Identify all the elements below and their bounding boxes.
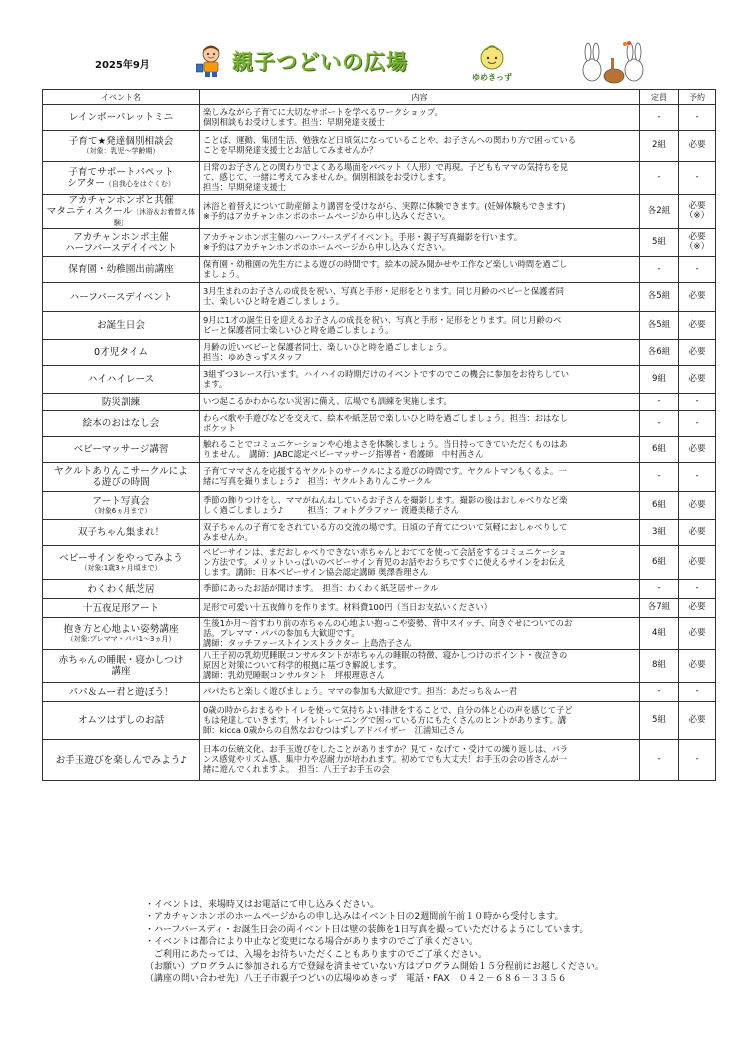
event-content-line: 双子ちゃんの子育てをされている方の交流の場です。日頃の子育てについて気軽におしゃべりして: [203, 521, 568, 532]
event-content-line: りません。 講師：JABC認定ベビーマッサージ指導者・看護師 中村茜さん: [203, 448, 484, 459]
event-name: シアター: [67, 178, 105, 189]
table-row: [43, 546, 716, 580]
table-row: [43, 394, 716, 411]
reservation-value: -: [695, 396, 699, 407]
event-content-line: ましょう。: [203, 268, 245, 279]
note-line: ・イベントは都合により中止など変更になる場合がありますのでご了承ください。: [145, 937, 479, 948]
event-content-cell: [200, 312, 640, 340]
event-content-line: 楽しみながら子育てに大切なサポートを学べるワークショップ。: [203, 106, 443, 117]
table-row: [43, 340, 716, 366]
reservation-value: 必要: [688, 526, 706, 537]
table-row: [43, 650, 716, 683]
event-name-cell: [43, 131, 200, 162]
notes-section: [145, 899, 725, 986]
event-name: 子育てサポートパペット: [68, 166, 174, 178]
reservation-value: 必要: [688, 319, 706, 330]
note-line: ご利用にあたっては、入場をお待ちいただくこともありますのでご了承ください。: [145, 949, 488, 960]
event-content-cell: [200, 702, 640, 740]
reservation-cell: [679, 580, 716, 599]
event-content-cell: [200, 283, 640, 312]
reservation-value: 必要: [688, 499, 706, 510]
event-content-line: ポケット: [203, 422, 236, 433]
event-name: ハーフバースデイベント: [69, 291, 173, 303]
reservation-cell: [679, 366, 716, 394]
reservation-cell: [679, 702, 716, 740]
event-content-line: アカチャンホンポ主催のハーフバースデイイベント。手形・親子写真撮影を行います。: [203, 231, 523, 242]
event-content-line: 0歳の時からおまるやトイレを使って気持ちよい排泄をすることで、自分の体と心の声を感じて子ど: [203, 704, 573, 715]
event-name-cell: [43, 599, 200, 618]
event-name-cell: [43, 411, 200, 437]
event-content-cell: [200, 618, 640, 650]
note-line: （講座の問い合わせ先）八王子市親子つどいの広場ゆめきっず 電話・FAX ０４２－６８６－３３５６: [145, 974, 567, 985]
reservation-value: 必要: [688, 627, 706, 638]
reservation-value: 必要: [688, 231, 706, 242]
event-name: 絵本のおはなし会: [82, 418, 160, 430]
event-content-line: わらべ歌や手遊びなどを交えて、絵本や紙芝居で楽しいひと時を過ごしましょう。担当：おはなし: [203, 412, 568, 423]
event-name-cell: [43, 394, 200, 411]
capacity-cell: -: [640, 463, 679, 492]
reservation-value: 必要: [688, 373, 706, 384]
event-name: ヤクルトありんこサークルによ: [54, 466, 188, 478]
event-name: 〔沐浴＆お着替え体験〕: [114, 208, 196, 228]
event-name: アカチャンホンポと共催: [68, 195, 174, 206]
event-name-cell: [43, 340, 200, 366]
event-name: 双子ちゃん集まれ！: [77, 527, 165, 539]
capacity-cell: 5組: [640, 702, 679, 740]
event-content-line: 足形で可愛い十五夜飾りを作ります。材料費100円（当日お支払いください）: [203, 602, 492, 613]
event-name-cell: [43, 229, 200, 257]
event-content-line: ンス感覚やリズム感、集中力や忍耐力が培われます。初めてでも大丈夫！お手玉の会の皆さんが一: [203, 754, 567, 765]
event-content-line: 講師：タッチファーストインストラクター 上島浩子さん: [203, 637, 412, 648]
reservation-value: 必要: [688, 346, 706, 357]
event-name-cell: [43, 492, 200, 520]
reservation-cell: [679, 618, 716, 650]
event-name: （自我心をはぐくむ）: [104, 180, 175, 188]
event-content-line: ことを早期発達支援士とお話してみませんか？: [203, 145, 378, 155]
capacity-cell: -: [640, 740, 679, 781]
table-row: [43, 411, 716, 437]
reservation-cell: [679, 683, 716, 702]
capacity-cell: 各5組: [640, 283, 679, 312]
event-name: マタニティスクール: [46, 206, 133, 218]
reservation-value: -: [695, 172, 699, 183]
event-content-cell: [200, 195, 640, 229]
event-content-line: 3組ずつ3レース行います。ハイハイの時期だけのイベントですのでこの機会に参加をお待ちしてい: [203, 368, 570, 379]
reservation-value: -: [695, 417, 699, 428]
reservation-cell: [679, 520, 716, 546]
table-row: [43, 366, 716, 394]
event-content-line: 沐浴と着替えについて助産師より講習を受けながら、実際に体験できます。(妊婦体験もできます): [203, 200, 566, 211]
event-content-cell: [200, 131, 640, 162]
reservation-value: -: [695, 686, 699, 697]
event-name: ベビーサインをやってみよう: [59, 553, 183, 565]
event-name: 防災訓練: [101, 396, 141, 408]
reservation-value: 必要: [688, 602, 706, 613]
event-content-line: 八王子初の乳幼児睡眠コンサルタントが赤ちゃんの睡眠の特徴、寝かしつけのポイント・夜泣きの: [203, 650, 568, 661]
reservation-cell: [679, 162, 716, 195]
capacity-cell: 各5組: [640, 312, 679, 340]
event-content-cell: [200, 580, 640, 599]
table-row: [43, 463, 716, 492]
event-content-line: 個別相談もお受けします。担当：早期発達支援士: [203, 116, 385, 127]
reservation-value: -: [695, 471, 699, 482]
event-content-line: 子育てママさんを応援するヤクルトのサークルによる遊びの時間です。ヤクルトマンもくるよ。一: [203, 466, 567, 477]
capacity-cell: -: [640, 257, 679, 283]
event-content-line: ン方法です。メリットいっぱいのベビーサイン育児のお話やおうちですぐに使えるサインをお伝え: [203, 556, 566, 567]
event-name-cell: [43, 463, 200, 492]
capacity-cell: -: [640, 411, 679, 437]
event-name-cell: [43, 437, 200, 463]
event-name-subtext: （対象6ヵ月まで）: [90, 507, 152, 516]
event-content-cell: [200, 411, 640, 437]
event-name: 赤ちゃんの睡眠・寝かしつけ: [58, 655, 184, 667]
event-content-cell: [200, 105, 640, 131]
reservation-value: 必要: [688, 140, 706, 151]
event-name: 講座: [111, 666, 131, 678]
table-row: [43, 520, 716, 546]
event-content-line: しく過ごしましょう♪ 担当：フォトグラファー 渡邉美穂子さん: [203, 504, 460, 515]
capacity-cell: -: [640, 105, 679, 131]
reservation-cell: [679, 105, 716, 131]
table-row: [43, 599, 716, 618]
page-header: [0, 0, 744, 88]
event-content-line: 担当：ゆめきっずスタッフ: [203, 351, 303, 362]
capacity-cell: 各2組: [640, 195, 679, 229]
event-content-line: 講師：乳幼児睡眠コンサルタント 坪根理恵さん: [203, 670, 385, 681]
column-header-content: 内容: [200, 90, 640, 105]
capacity-cell: 5組: [640, 229, 679, 257]
event-content-cell: [200, 162, 640, 195]
reservation-value: -: [695, 263, 699, 274]
event-name: わくわく紙芝居: [87, 583, 155, 595]
reservation-value: 必要: [688, 556, 706, 567]
capacity-cell: 8組: [640, 650, 679, 683]
capacity-cell: 3組: [640, 520, 679, 546]
event-content-cell: [200, 340, 640, 366]
event-content-line: もは発達していきます。トイレトレーニングで困っている方にもたくさんのヒントがあります。講: [203, 714, 567, 725]
event-name: ハーフバースデイイベント: [64, 242, 178, 254]
event-name: アート写真会: [92, 496, 150, 508]
reservation-cell: [679, 257, 716, 283]
event-content-cell: [200, 546, 640, 580]
event-name: 十五夜足形アート: [82, 602, 160, 614]
event-name: レインボーパレットミニ: [68, 111, 174, 123]
capacity-cell: 6組: [640, 437, 679, 463]
capacity-cell: 9組: [640, 366, 679, 394]
event-name-cell: [43, 618, 200, 650]
reservation-value: -: [695, 111, 699, 122]
event-content-line: 月齢の近いベビーと保護者同士、楽しいひと時を過ごしましょう。: [203, 341, 452, 352]
reservation-note: （※）: [684, 210, 710, 221]
reservation-cell: [679, 492, 716, 520]
event-content-cell: [200, 437, 640, 463]
event-content-cell: [200, 463, 640, 492]
reservation-cell: [679, 650, 716, 683]
column-header-name: イベント名: [43, 90, 200, 105]
event-name-cell: [43, 520, 200, 546]
reservation-note: （※）: [684, 241, 710, 252]
event-content-cell: [200, 229, 640, 257]
event-name-cell: [43, 580, 200, 599]
event-name-subtext: （対象:プレママ・パパ1～3ヵ月）: [66, 635, 176, 644]
event-name: お誕生日会: [97, 320, 145, 332]
capacity-cell: -: [640, 394, 679, 411]
reservation-value: -: [695, 583, 699, 594]
reservation-cell: [679, 131, 716, 162]
event-content-line: ※予約はアカチャンホンポのホームページから申し込みください。: [203, 241, 451, 252]
capacity-cell: -: [640, 683, 679, 702]
table-row: [43, 229, 716, 257]
event-content-line: 士、楽しいひと時を過ごしましょう。: [203, 296, 345, 307]
table-row: [43, 437, 716, 463]
reservation-cell: [679, 411, 716, 437]
event-name-cell: [43, 650, 200, 683]
reservation-value: -: [695, 754, 699, 765]
event-content-cell: [200, 599, 640, 618]
event-content-line: 日本の伝統文化、お手玉遊びをしたことがありますか？見て・なげて・受けての繰り返しは、バラ: [203, 744, 569, 755]
event-content-cell: [200, 366, 640, 394]
event-name-cell: [43, 257, 200, 283]
event-content-cell: [200, 740, 640, 781]
event-content-line: 原因と対策について科学的根拠に基づき解説します。: [203, 660, 402, 671]
event-table: [42, 89, 716, 781]
event-name: アカチャンホンポ主催: [73, 231, 169, 243]
reservation-value: 必要: [688, 291, 706, 302]
table-row: [43, 131, 716, 162]
event-content-cell: [200, 492, 640, 520]
event-content-line: 保育園・幼稚園の先生方による遊びの時間です。絵本の読み聞かせや工作など楽しい時間を過ごし: [203, 258, 568, 269]
capacity-cell: 6組: [640, 492, 679, 520]
reservation-value: 必要: [688, 443, 706, 454]
event-name-cell: [43, 683, 200, 702]
table-row: [43, 702, 716, 740]
event-content-line: みませんか。: [203, 531, 253, 542]
event-content-cell: [200, 520, 640, 546]
table-row: [43, 162, 716, 195]
reservation-cell: [679, 394, 716, 411]
event-name-cell: [43, 195, 200, 229]
event-content-line: 生後1か月～首すわり前の赤ちゃんの心地よい抱っこや姿勢、背中スイッチ、向きぐせについてのお: [203, 617, 573, 628]
reservation-value: 必要: [688, 200, 706, 211]
reservation-value: 必要: [688, 714, 706, 725]
date-label: 2025年9月: [95, 60, 150, 71]
event-name: ハイハイレース: [87, 374, 155, 386]
event-name-cell: [43, 702, 200, 740]
table-row: [43, 618, 716, 650]
reservation-value: 必要: [688, 660, 706, 671]
event-name: 子育て★発達個別相談会: [68, 136, 174, 148]
event-content-line: 季節の飾りつけをし、ママがねんねしているお子さんを撮影します。撮影の後はおしゃべりなど楽: [203, 494, 568, 505]
event-name: パパ＆ムー君と遊ぼう！: [68, 686, 174, 698]
capacity-cell: 各7組: [640, 599, 679, 618]
reservation-cell: [679, 740, 716, 781]
table-row: [43, 257, 716, 283]
event-content-line: いつ起こるかわからない災害に備え、広場でも訓練を実施します。: [203, 396, 452, 407]
event-name-cell: [43, 162, 200, 195]
child-mascot-icon: [196, 44, 226, 78]
event-content-cell: [200, 257, 640, 283]
event-name: 保育園・幼稚園出前講座: [68, 264, 174, 276]
event-content-cell: [200, 394, 640, 411]
logo-text: ゆめきっず: [472, 73, 512, 82]
bunnies-illustration-icon: [578, 40, 648, 86]
reservation-cell: [679, 312, 716, 340]
event-content-line: 緒に写真を撮りましょう♪ 担当：ヤクルトありんこサークル: [203, 476, 432, 487]
event-content-line: 日常のお子さんとの関わりでよくある場面をパペット（人形）で再現。子どももママの気持ちを見: [203, 162, 569, 173]
event-content-line: 担当：早期発達支援士: [203, 181, 286, 192]
reservation-cell: [679, 463, 716, 492]
table-row: [43, 580, 716, 599]
event-name-cell: [43, 366, 200, 394]
event-content-line: 季節にあったお話が聞けます。 担当：わくわく紙芝居サークル: [203, 583, 439, 594]
table-row: [43, 105, 716, 131]
table-row: [43, 683, 716, 702]
capacity-cell: 各6組: [640, 340, 679, 366]
event-name-cell: [43, 283, 200, 312]
event-name: る遊びの時間: [92, 477, 150, 489]
event-name-subtext: （対象：乳児～学齢期）: [82, 147, 160, 156]
event-name: ベビーマッサージ講習: [73, 444, 169, 456]
reservation-cell: [679, 340, 716, 366]
event-name-cell: [43, 740, 200, 781]
event-content-line: 3月生まれのお子さんの成長を祝い、写真と手形・足形をとります。同じ月齢のベビーと保護者同: [203, 286, 565, 297]
reservation-cell: [679, 599, 716, 618]
event-content-line: て、感じて、一緒に考えてみませんか。個別相談をお受けします。: [203, 172, 451, 183]
reservation-cell: [679, 437, 716, 463]
note-line: ・ハーフバースディ・お誕生日会の両イベント日は壁の装飾を1日写真を撮っていただけるようにしています。: [145, 924, 589, 935]
event-name: オムツはずしのお話: [77, 715, 165, 727]
column-header-reservation: 予約: [679, 90, 716, 105]
table-row: [43, 195, 716, 229]
event-name-subtext: （対象:1歳3ヶ月頃まで）: [80, 564, 162, 573]
event-content-line: ます。: [203, 378, 228, 389]
capacity-cell: 6組: [640, 546, 679, 580]
event-content-line: ビーと保護者同士楽しいひと時を過ごしましょう。: [203, 324, 394, 335]
column-header-capacity: 定員: [640, 90, 679, 105]
event-content-line: 9月に1才の誕生日を迎えるお子さんの成長を祝い、写真と手形・足形をとります。同じ月齢のベ: [203, 314, 562, 325]
event-content-cell: [200, 650, 640, 683]
event-name: 0才児タイム: [94, 347, 148, 359]
note-line: （お願い）プログラムに参加される方で登録を済ませていない方はプログラム開始１５分程前にお越しください。: [145, 962, 604, 973]
event-content-line: パパたちと楽しく遊びましょう。ママの参加も大歓迎です。担当：あだっち＆ムー君: [203, 686, 518, 697]
event-content-cell: [200, 683, 640, 702]
event-content-line: ※予約はアカチャンホンポのホームページから申し込みください。: [203, 210, 451, 221]
event-content-line: 話。プレママ・パパの参加も大歓迎です。: [203, 627, 360, 638]
capacity-cell: -: [640, 162, 679, 195]
reservation-cell: [679, 546, 716, 580]
capacity-cell: 4組: [640, 618, 679, 650]
event-name: お手玉遊びを楽しんでみよう♪: [55, 754, 187, 766]
event-content-line: ベビーサインは、まだおしゃべりできない赤ちゃんとおててを使って会話をするコミュニケーショ: [203, 546, 567, 557]
table-row: [43, 312, 716, 340]
event-name-cell: [43, 105, 200, 131]
table-row: [43, 283, 716, 312]
reservation-cell: [679, 283, 716, 312]
capacity-cell: -: [640, 580, 679, 599]
event-name-cell: [43, 546, 200, 580]
event-name-cell: [43, 312, 200, 340]
event-content-line: 触れることでコミュニケーションや心地よさを体験しましょう。当日持ってきていただくものはあ: [203, 438, 568, 449]
table-row: [43, 740, 716, 781]
reservation-cell: [679, 195, 716, 229]
capacity-cell: 2組: [640, 131, 679, 162]
page-title: 親子つどいの広場: [232, 50, 408, 74]
note-line: ・イベントは、来場時又はお電話にて申し込みください。: [145, 900, 380, 910]
event-content-line: 師：kicca 0歳からの自然なおむつはずしアドバイザー 江浦知己さん: [203, 724, 465, 735]
event-name: 抱き方と心地よい姿勢講座: [63, 624, 179, 636]
table-row: [43, 492, 716, 520]
event-content-line: します。講師：日本ベビーサイン協会認定講師 奥澤香理さん: [203, 566, 429, 577]
note-line: ・アカチャンホンポのホームページからの申し込みはイベント日の2週間前午前１０時から受付します。: [145, 912, 564, 923]
event-content-line: ことば、運動、集団生活、勉強など日頃気になっていることや、お子さんへの関わり方で困っている: [203, 135, 577, 146]
event-content-line: 緒に遊んでくれますよ。 担当：八王子お手玉の会: [203, 764, 390, 775]
reservation-cell: [679, 229, 716, 257]
table-header-row: [43, 90, 716, 105]
